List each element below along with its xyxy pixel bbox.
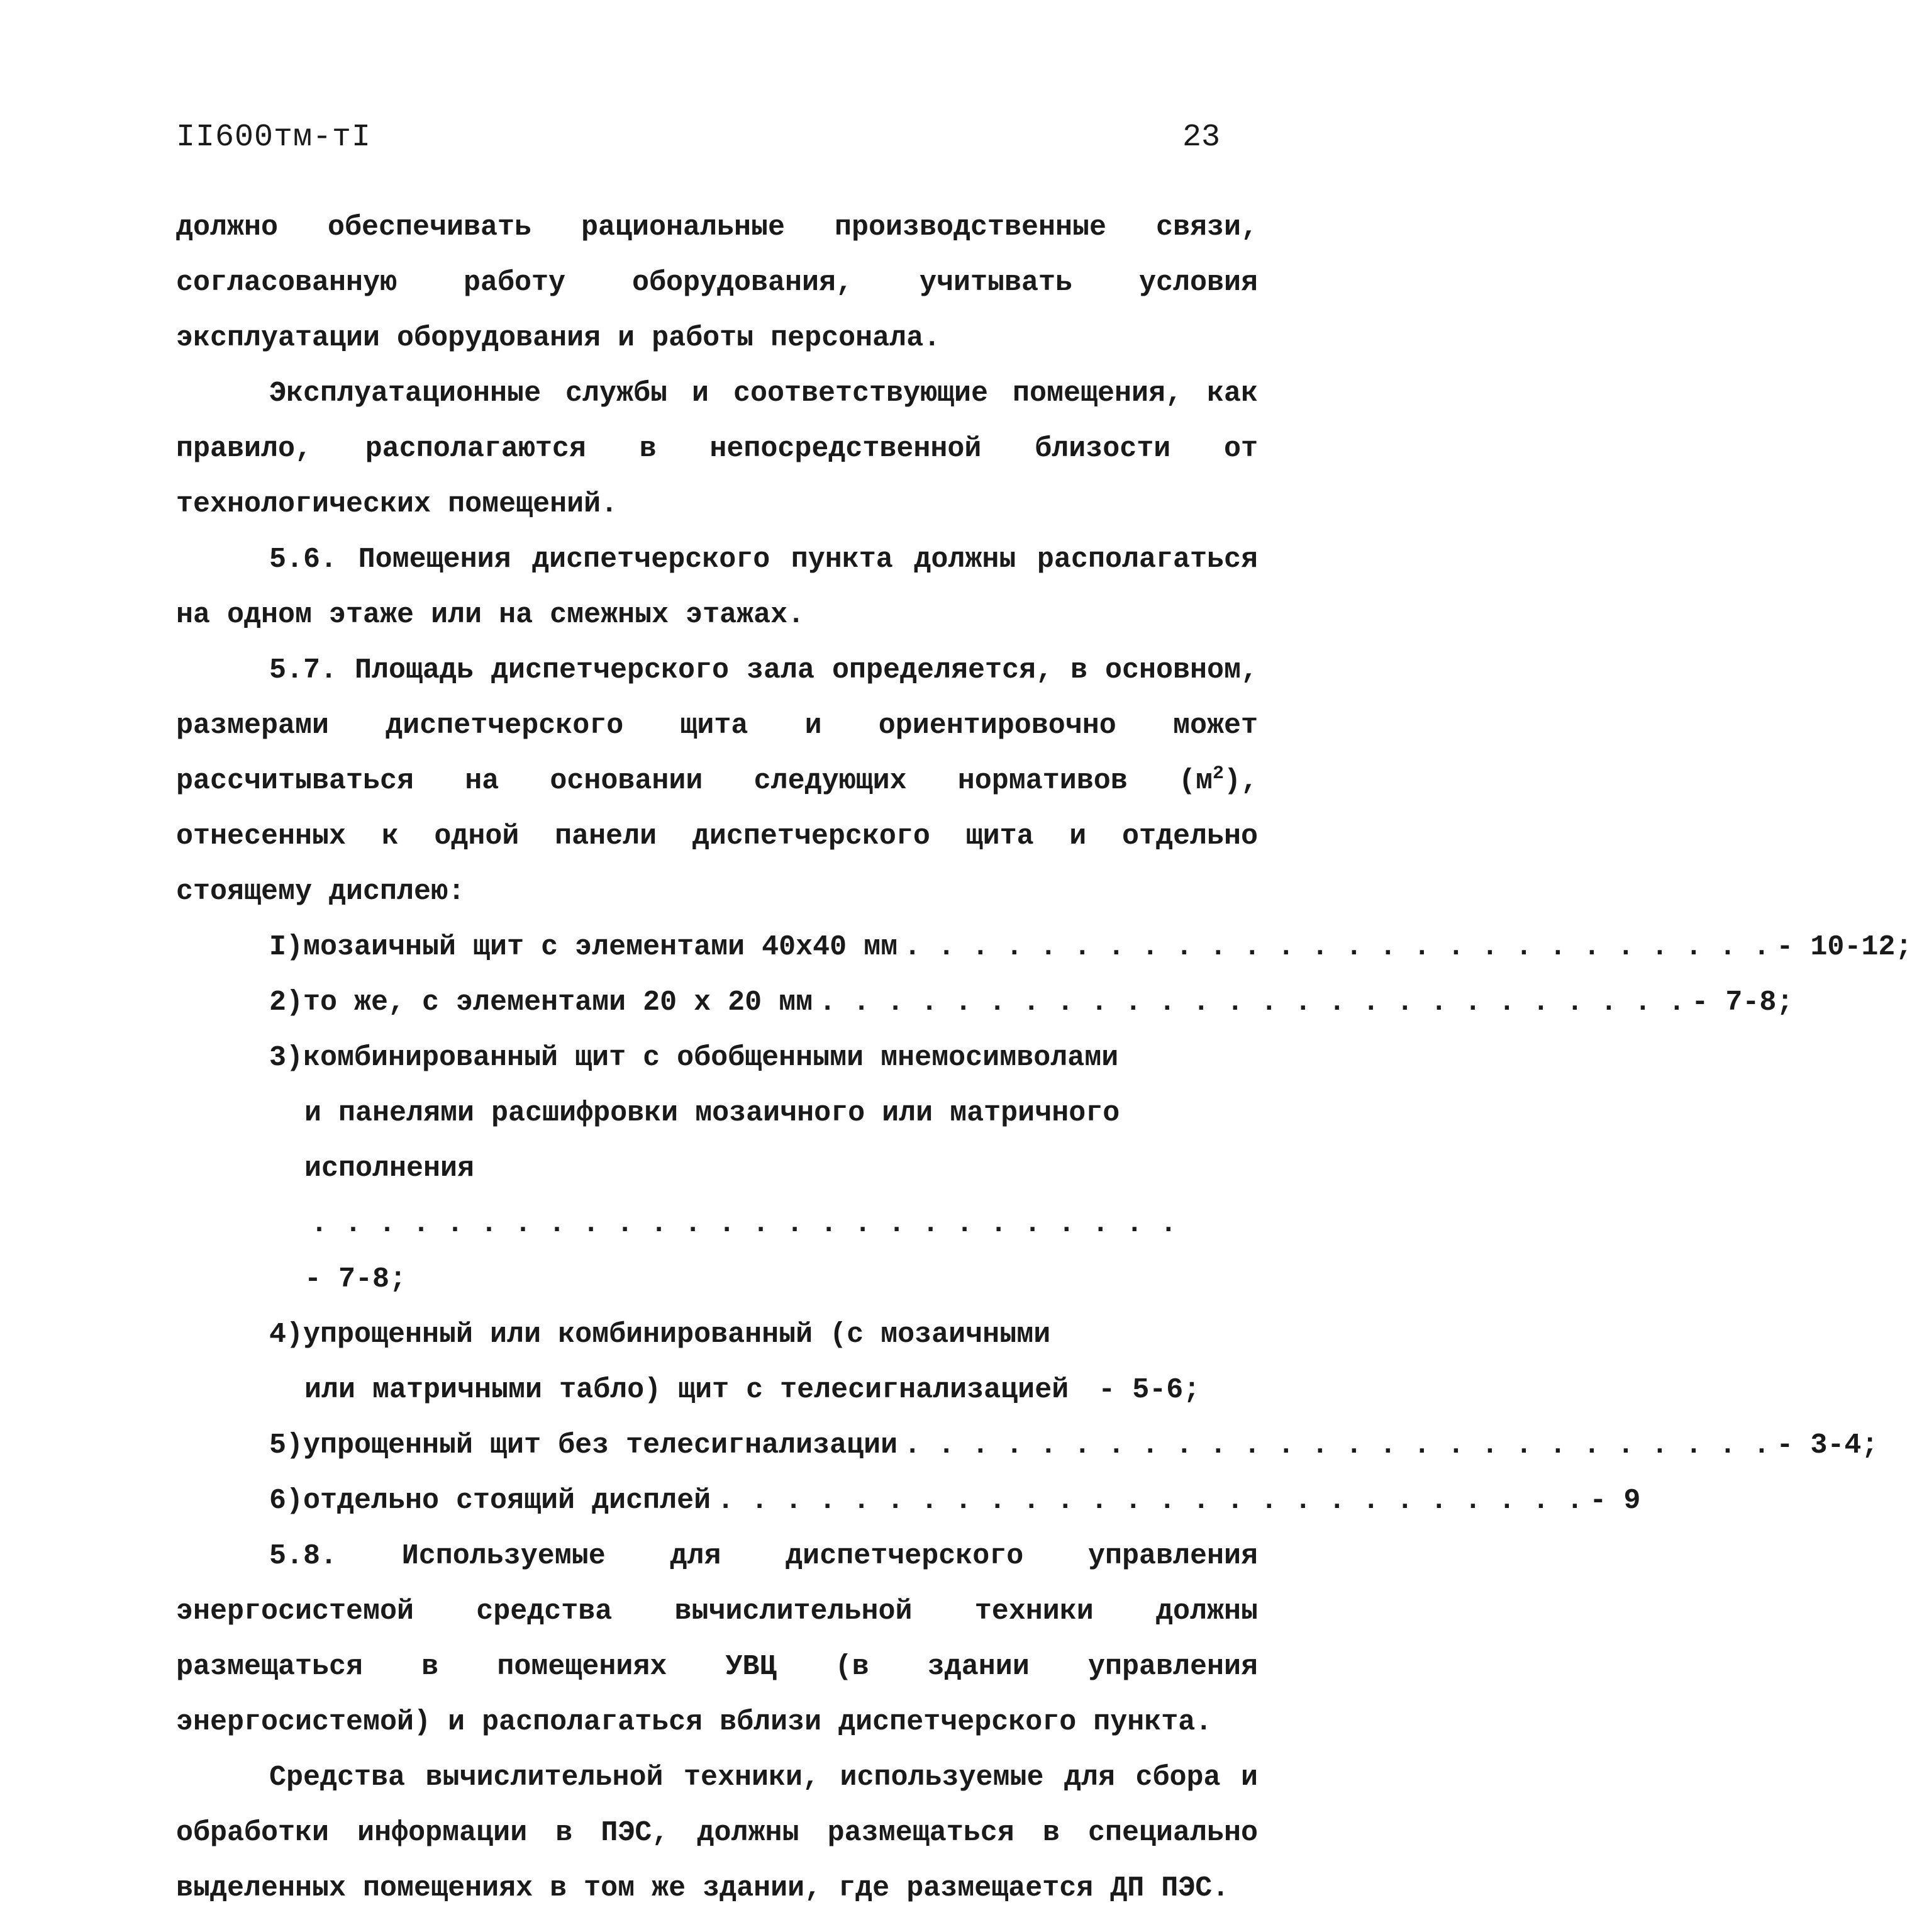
paragraph-5-7: [176, 643, 1258, 920]
dot-leader: . . . . . . . . . . . . . . . . . . . . . . . . . .: [904, 931, 1770, 963]
document-body: [176, 200, 1912, 1916]
norm-value: - 3-4;: [1776, 1429, 1879, 1461]
paragraph-5-8: 5.8. Используемые для диспетчерского управления энергосистемой средства вычислительной техники должны размещаться в помещениях УВЦ (в здании управления энергосистемой) и располагаться вблизи диспетчерского пункта.: [176, 1540, 1258, 1738]
paragraph-5-6: 5.6. Помещения диспетчерского пункта должны располагаться на одном этаже или на смежных этажах.: [176, 544, 1258, 631]
norm-item: [176, 1307, 1258, 1418]
norm-label: 3)комбинированный щит с обобщенными мнемосимволами: [269, 1042, 1119, 1074]
paragraph-5-7-text-a: 5.7. Площадь диспетчерского зала определяется, в основном, размерами диспетчерского щита и ориентировочно может рассчитываться на основании следующих нормативов (м: [176, 654, 1258, 797]
dot-leader: . . . . . . . . . . . . . . . . . . . . . . . . . .: [904, 1429, 1770, 1461]
square-superscript: 2: [1212, 763, 1224, 785]
norm-label-continuation: или матричными табло) щит с телесигнализацией: [304, 1374, 1069, 1406]
norm-label: 4)упрощенный или комбинированный (с мозаичными: [269, 1319, 1051, 1351]
page-number: 23: [1182, 120, 1220, 155]
norm-label-continuation: и панелями расшифровки мозаичного или матричного: [304, 1097, 1120, 1129]
norm-item: [176, 1030, 1258, 1307]
norm-value: - 7-8;: [304, 1263, 407, 1295]
dot-leader: . . . . . . . . . . . . . . . . . . . . . . . . . .: [311, 1208, 1177, 1240]
norm-label: 2)то же, с элементами 20 х 20 мм: [269, 986, 813, 1019]
norm-value: - 7-8;: [1691, 986, 1794, 1019]
norm-value: - 5-6;: [1098, 1374, 1201, 1406]
paragraph-computing: Средства вычислительной техники, используемые для сбора и обработки информации в ПЭС, должны размещаться в специально выделенных помещениях в том же здании, где размещается ДП ПЭС.: [176, 1762, 1258, 1904]
dot-leader: . . . . . . . . . . . . . . . . . . . . . . . . . .: [717, 1485, 1584, 1517]
norm-item: [176, 1473, 1641, 1529]
page-header: [176, 120, 1220, 157]
norm-label-continuation: исполнения: [304, 1153, 475, 1185]
norm-value: - 10-12;: [1776, 931, 1912, 963]
norm-value: - 9: [1589, 1485, 1641, 1517]
paragraph-continuation: должно обеспечивать рациональные производственные связи, согласованную работу оборудования, учитывать условия эксплуатации оборудования и работы персонала.: [176, 211, 1258, 354]
norm-item: [176, 920, 1912, 975]
norm-label: 6)отдельно стоящий дисплей: [269, 1485, 711, 1517]
paragraph-5-7-text-b: ), отнесенных к одной панели диспетчерского щита и отдельно стоящему дисплею:: [176, 765, 1258, 908]
norms-list: [176, 920, 1912, 1529]
norm-item: [176, 975, 1794, 1030]
norm-item: [176, 1418, 1879, 1473]
dot-leader: . . . . . . . . . . . . . . . . . . . . . . . . . .: [819, 986, 1686, 1019]
paragraph-services: Эксплуатационные службы и соответствующие помещения, как правило, располагаются в непосредственной близости от технологических помещений.: [176, 377, 1258, 520]
norm-label: I)мозаичный щит с элементами 40х40 мм: [269, 931, 898, 963]
document-code: II600тм-тI: [176, 120, 372, 155]
norm-label: 5)упрощенный щит без телесигнализации: [269, 1429, 898, 1461]
